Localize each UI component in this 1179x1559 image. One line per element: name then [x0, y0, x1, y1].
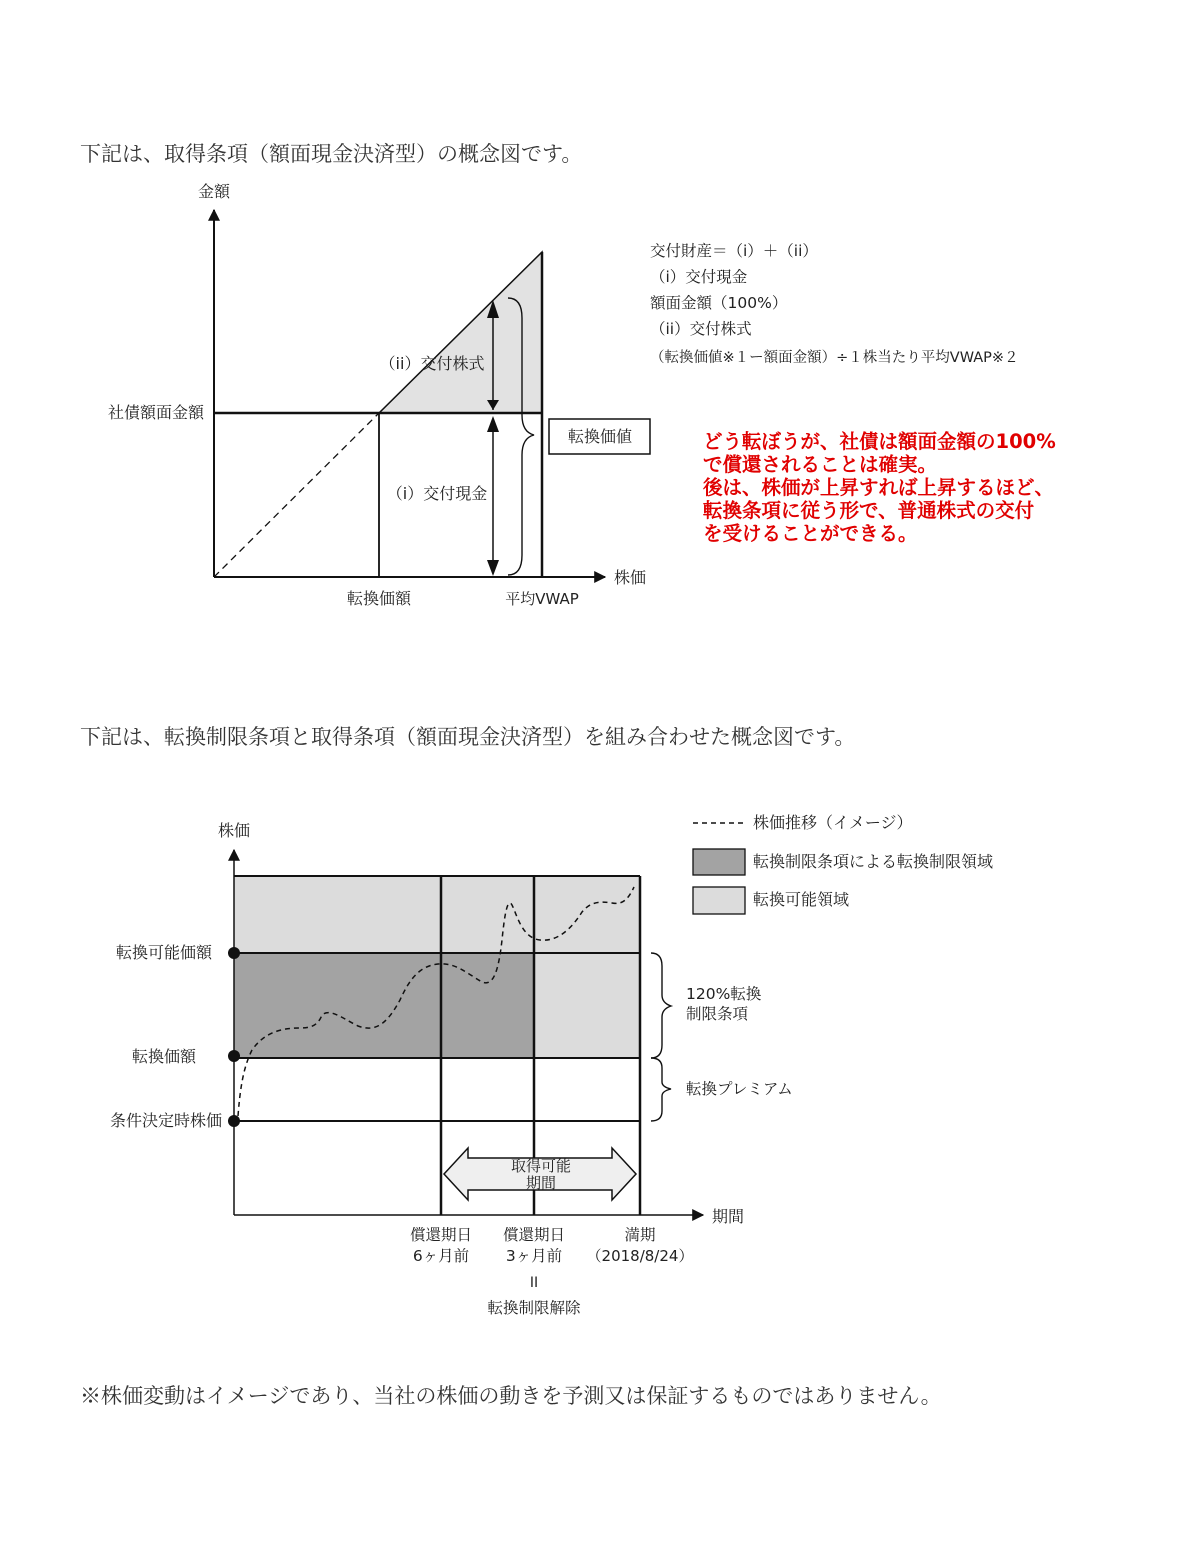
formula-line: （ii）交付株式 [650, 320, 752, 338]
restriction-brace-label: 120%転換 [686, 985, 762, 1003]
caption-middle: 下記は、転換制限条項と取得条項（額面現金決済型）を組み合わせた概念図です。 [80, 725, 856, 749]
diagram2 [110, 813, 993, 1317]
restriction-brace-label: 制限条項 [686, 1005, 749, 1023]
conversion-price-label: 転換価額 [346, 589, 412, 608]
release-label: 転換制限解除 [487, 1299, 581, 1317]
equals-sign: II [529, 1275, 539, 1291]
red-annotation-line: 転換条項に従う形で、普通株式の交付 [703, 499, 1035, 522]
legend-label: 転換可能領域 [753, 890, 850, 909]
x-tick-label: 償還期日 [409, 1226, 473, 1244]
formula-line: 額面金額（100%） [650, 294, 788, 312]
shares-label: （ii）交付株式 [379, 354, 485, 373]
level-marker [228, 1115, 240, 1127]
y-axis-label: 株価 [217, 821, 251, 840]
formula-line: （転換価値※１ー額面金額）÷１株当たり平均VWAP※２ [650, 350, 1019, 366]
x-tick-label: 償還期日 [502, 1226, 566, 1244]
red-annotation-line: どう転ぼうが、社債は額面金額の100% [703, 430, 1056, 453]
caption-footnote: ※株価変動はイメージであり、当社の株価の動きを予測又は保証するものではありません。 [80, 1384, 942, 1408]
convertible-area [534, 953, 640, 1058]
y-level-label: 転換価額 [131, 1047, 196, 1066]
level-marker [228, 947, 240, 959]
convertible-area [234, 876, 640, 953]
restriction-brace [651, 953, 671, 1058]
legend [693, 813, 993, 914]
y-axis-label: 金額 [197, 182, 231, 201]
restriction-area [234, 953, 534, 1058]
legend-label: 株価推移（イメージ） [753, 813, 913, 832]
acquisition-period-label: 取得可能 [510, 1157, 572, 1175]
level-marker [228, 1050, 240, 1062]
x-axis-label: 株価 [614, 568, 647, 587]
avg-vwap-label: 平均VWAP [505, 590, 579, 608]
formula-legend [650, 242, 1019, 366]
legend-label: 転換制限条項による転換制限領域 [753, 852, 994, 871]
legend-light-swatch [693, 887, 745, 914]
dashed-diagonal [214, 413, 379, 577]
x-tick-label: 満期 [624, 1226, 656, 1244]
face-value-label: 社債額面金額 [107, 403, 204, 422]
shares-area [379, 252, 542, 413]
y-level-label: 転換可能価額 [115, 943, 212, 962]
conversion-value-label: 転換価値 [567, 427, 633, 446]
red-annotation-line: で償還されることは確実。 [703, 453, 938, 476]
x-tick-label: 3ヶ月前 [505, 1247, 563, 1265]
premium-brace [651, 1058, 671, 1121]
red-annotation-line: 後は、株価が上昇すれば上昇するほど、 [703, 476, 1055, 499]
y-level-label: 条件決定時株価 [109, 1111, 222, 1130]
acquisition-period-label: 期間 [525, 1174, 557, 1192]
x-axis-label: 期間 [712, 1207, 745, 1226]
caption-top: 下記は、取得条項（額面現金決済型）の概念図です。 [80, 142, 583, 166]
x-tick-label: （2018/8/24） [586, 1247, 694, 1265]
red-annotation [703, 430, 1163, 545]
legend-dark-swatch [693, 849, 745, 875]
formula-line: 交付財産＝（i）＋（ii） [650, 242, 818, 260]
formula-line: （i）交付現金 [650, 268, 748, 286]
cash-label: （i）交付現金 [386, 484, 488, 503]
red-annotation-line: を受けることができる。 [703, 522, 918, 545]
premium-brace-label: 転換プレミアム [686, 1080, 793, 1098]
x-tick-label: 6ヶ月前 [412, 1247, 470, 1265]
